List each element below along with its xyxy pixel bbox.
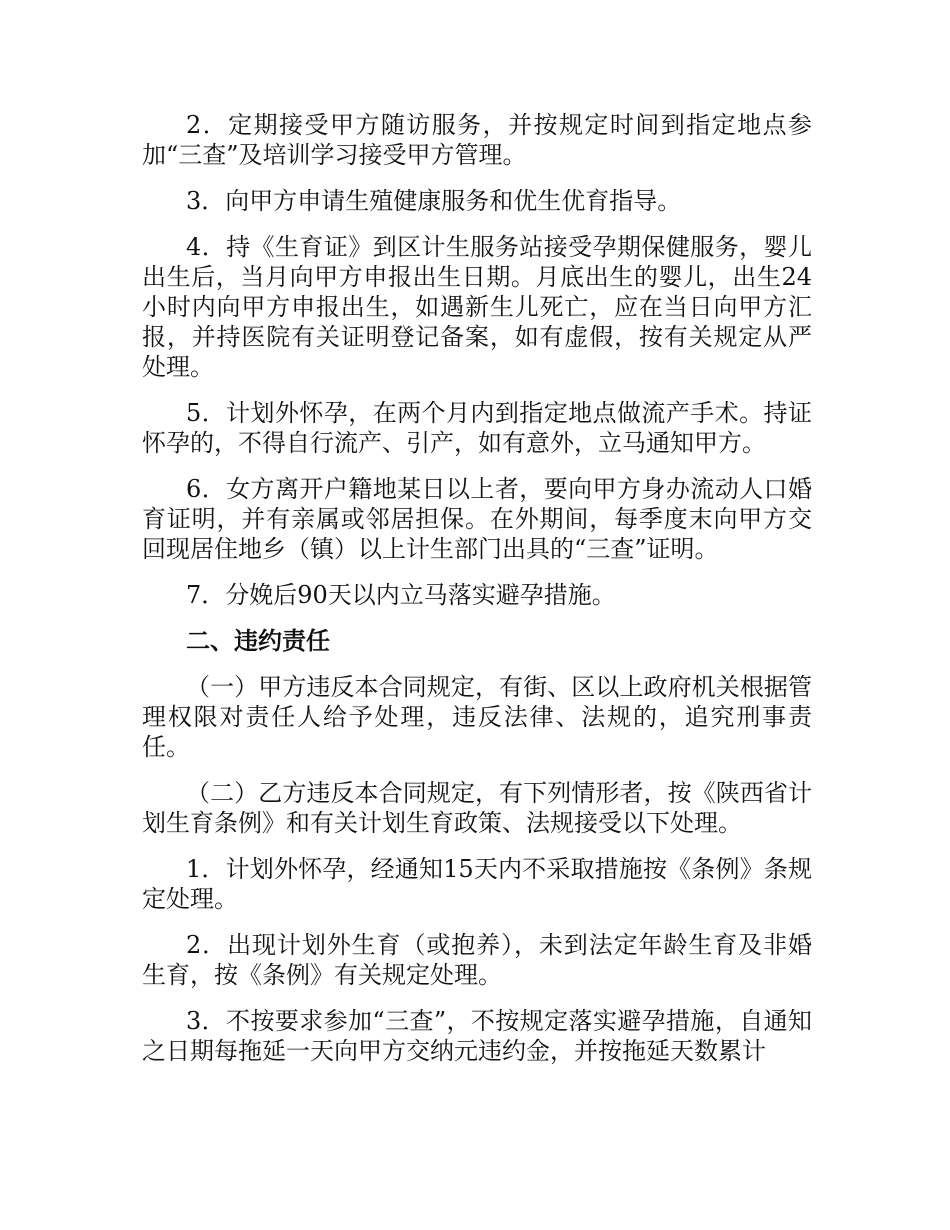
paragraph-item-4: 4．持《生育证》到区计生服务站接受孕期保健服务，婴儿出生后，当月向甲方申报出生日期。月底出生的婴儿，出生24小时内向甲方申报出生，如遇新生儿死亡，应在当日向甲方汇报，并持医院有关证明登记备案，如有虚假，按有关规定从严处理。 (142, 233, 812, 381)
liability-item-3: 3．不按要求参加“三查”，不按规定落实避孕措施，自通知之日期每拖延一天向甲方交纳元违约金，并按拖延天数累计 (142, 1007, 812, 1065)
liability-item-2: 2．出现计划外生育（或抱养），未到法定年龄生育及非婚生育，按《条例》有关规定处理。 (142, 931, 812, 989)
liability-party-a: （一）甲方违反本合同规定，有街、区以上政府机关根据管理权限对责任人给予处理，违反法律、法规的，追究刑事责任。 (142, 673, 812, 761)
section-heading: 二、违约责任 (186, 626, 330, 655)
paragraph-item-6: 6．女方离开户籍地某日以上者，要向甲方身办流动人口婚育证明，并有亲属或邻居担保。在外期间，每季度末向甲方交回现居住地乡（镇）以上计生部门出具的“三查”证明。 (142, 475, 812, 563)
liability-item-1: 1．计划外怀孕，经通知15天内不采取措施按《条例》条规定处理。 (142, 855, 812, 913)
paragraph-item-5: 5．计划外怀孕，在两个月内到指定地点做流产手术。持证怀孕的，不得自行流产、引产，如有意外，立马通知甲方。 (142, 399, 812, 457)
paragraph-item-3: 3．向甲方申请生殖健康服务和优生优育指导。 (186, 187, 682, 215)
document-page (142, 110, 812, 1082)
paragraph-item-2: 2．定期接受甲方随访服务，并按规定时间到指定地点参加“三查”及培训学习接受甲方管理。 (142, 111, 812, 169)
paragraph-item-7: 7．分娩后90天以内立马落实避孕措施。 (186, 581, 616, 609)
liability-party-b: （二）乙方违反本合同规定，有下列情形者，按《陕西省计划生育条例》和有关计划生育政策、法规接受以下处理。 (142, 779, 812, 837)
